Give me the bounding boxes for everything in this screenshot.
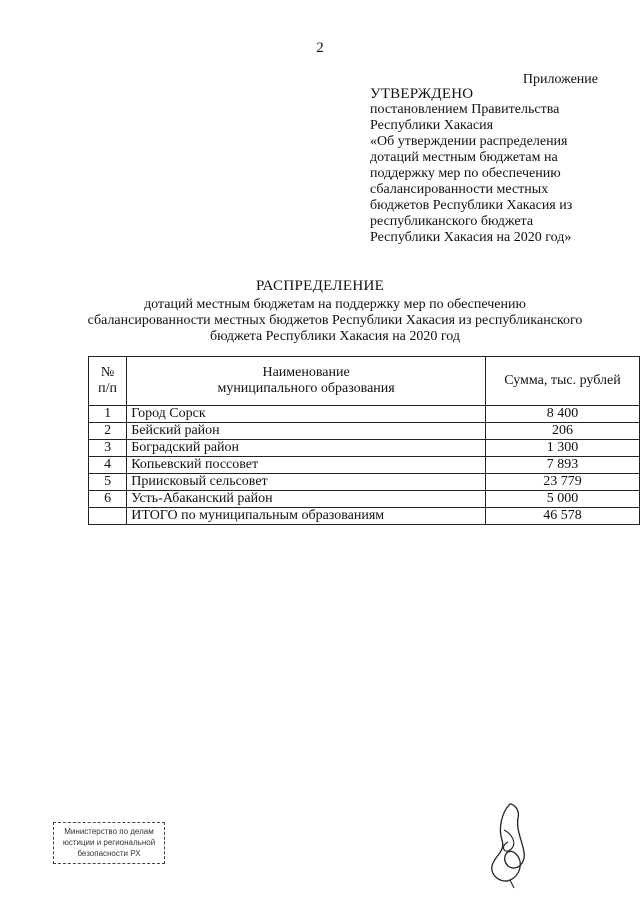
- header-number-symbol: №: [100, 365, 115, 380]
- row-number: 3: [89, 440, 127, 457]
- stamp-line: юстиции и региональной: [62, 838, 156, 847]
- approval-title: УТВЕРЖДЕНО: [370, 86, 474, 102]
- row-number: 4: [89, 457, 127, 474]
- approval-line: Республики Хакасия на 2020 год»: [370, 230, 572, 245]
- row-name: Боградский район: [127, 440, 486, 457]
- row-number: 2: [89, 423, 127, 440]
- table-total-row: [89, 508, 640, 525]
- header-name-line1: Наименование: [262, 365, 350, 380]
- total-sum: 46 578: [485, 508, 639, 525]
- document-heading: РАСПРЕДЕЛЕНИЕ: [255, 278, 385, 294]
- document-subheading: [70, 297, 600, 345]
- table-row: [89, 474, 640, 491]
- row-number: 5: [89, 474, 127, 491]
- header-name-line2: муниципального образования: [217, 381, 395, 396]
- registration-stamp: [53, 822, 165, 864]
- row-number: 6: [89, 491, 127, 508]
- approval-line: республиканского бюджета: [370, 214, 534, 229]
- approval-block: [370, 86, 610, 246]
- page-number: 2: [316, 40, 324, 56]
- stamp-line: Министерство по делам: [64, 827, 154, 836]
- approval-line: сбалансированности местных: [370, 182, 549, 197]
- stamp-line: безопасности РХ: [77, 849, 141, 858]
- total-label: ИТОГО по муниципальным образованиям: [127, 508, 486, 525]
- row-sum: 23 779: [485, 474, 639, 491]
- total-number: [89, 508, 127, 525]
- header-number-abbr: п/п: [98, 381, 118, 396]
- approval-line: «Об утверждении распределения: [370, 134, 568, 149]
- subheading-line: сбалансированности местных бюджетов Республики Хакасия из республиканского: [87, 313, 583, 328]
- header-number: [89, 357, 127, 406]
- row-sum: 1 300: [485, 440, 639, 457]
- row-name: Город Сорск: [127, 406, 486, 423]
- table-row: [89, 423, 640, 440]
- row-number: 1: [89, 406, 127, 423]
- row-name: Копьевский поссовет: [127, 457, 486, 474]
- subheading-line: бюджета Республики Хакасия на 2020 год: [209, 329, 461, 344]
- appendix-label: Приложение: [522, 72, 598, 87]
- row-name: Приисковый сельсовет: [127, 474, 486, 491]
- table-row: [89, 440, 640, 457]
- row-sum: 5 000: [485, 491, 639, 508]
- approval-line: поддержку мер по обеспечению: [370, 166, 561, 181]
- table-row: [89, 406, 640, 423]
- table-row: [89, 457, 640, 474]
- table-header-row: [89, 357, 640, 406]
- approval-line: бюджетов Республики Хакасия из: [370, 198, 573, 213]
- approval-line: дотаций местным бюджетам на: [370, 150, 558, 165]
- row-name: Усть-Абаканский район: [127, 491, 486, 508]
- subheading-line: дотаций местным бюджетам на поддержку мер по обеспечению: [144, 297, 526, 312]
- header-sum: Сумма, тыс. рублей: [485, 357, 639, 406]
- handwritten-signature: [480, 800, 540, 895]
- approval-line: постановлением Правительства: [370, 102, 560, 117]
- table-row: [89, 491, 640, 508]
- distribution-table: [88, 356, 640, 525]
- header-name: [127, 357, 486, 406]
- approval-line: Республики Хакасия: [370, 118, 494, 133]
- row-sum: 7 893: [485, 457, 639, 474]
- row-sum: 8 400: [485, 406, 639, 423]
- row-sum: 206: [485, 423, 639, 440]
- row-name: Бейский район: [127, 423, 486, 440]
